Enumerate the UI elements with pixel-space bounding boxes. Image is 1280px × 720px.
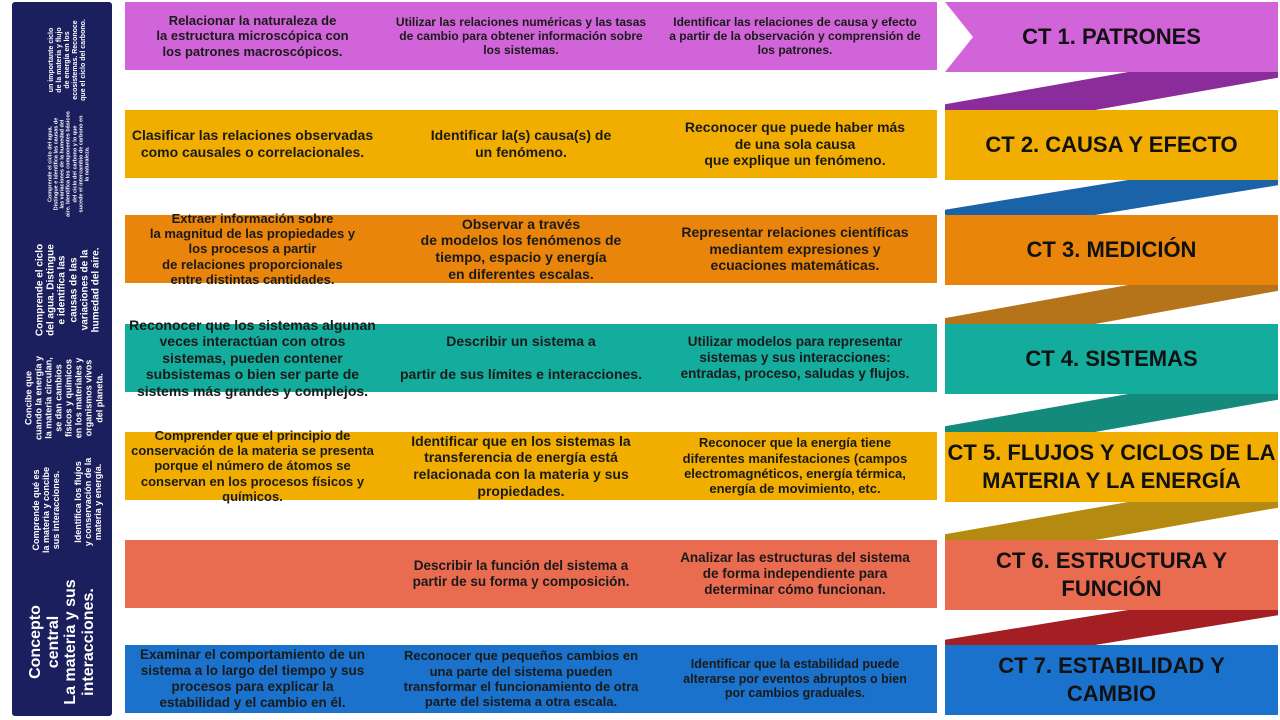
ribbon-connector-fill bbox=[945, 285, 1278, 324]
sidebar-text-1: un importante ciclo de la materia y flujo de energía en los ecosistemas. Reconoce que el ciclo del carbono. bbox=[47, 19, 88, 101]
row-cell-2: Utilizar las relaciones numéricas y las tasas de cambio para obtener información sobre los sistemas. bbox=[395, 14, 647, 58]
row-cell-2: Identificar que en los sistemas la transferencia de energía está relacionada con la materia y sus propiedades. bbox=[411, 432, 631, 499]
row-cell-3: Reconocer que puede haber más de una sola causa que explique un fenómeno. bbox=[684, 119, 906, 169]
row-cell-3: Identificar que la estabilidad puede alterarse por eventos abruptos o bien por cambios graduales. bbox=[683, 656, 907, 701]
ribbon-connector-fill bbox=[945, 610, 1278, 645]
row-cell-1: Examinar el comportamiento de un sistema a lo largo del tiempo y sus procesos para explicar la estabilidad y el cambio en él. bbox=[139, 647, 366, 710]
ct-tab-label: CT 2. CAUSA Y EFECTO bbox=[985, 131, 1238, 157]
row-band bbox=[125, 427, 937, 504]
ct-tab-label: CT 1. PATRONES bbox=[1022, 23, 1201, 49]
row-cell-3: Analizar las estructuras del sistema de forma independiente para determinar cómo funcionan. bbox=[680, 550, 910, 597]
row-cell-1: Relacionar la naturaleza de la estructura microscópica con los patrones macroscópicos. bbox=[156, 13, 349, 59]
row-cell-2: Describir un sistema a partir de sus límites e interacciones. bbox=[400, 333, 642, 383]
sidebar-text-2: Comprende el ciclo del agua. Distingue e identifica las causas de las variaciones de la humedad del aire. Identifica los componentes básicos del ciclo del carbono y lo que sucede el intercambio de carbono en la naturaleza. bbox=[47, 111, 91, 217]
ct-tab-label: CT 5. FLUJOS Y CICLOS DE LA MATERIA Y LA ENERGÍA bbox=[947, 439, 1276, 493]
ct-tab-label: CT 4. SISTEMAS bbox=[1025, 345, 1198, 371]
ct-tab-label: CT 6. ESTRUCTURA Y FUNCIÓN bbox=[995, 547, 1228, 601]
row-cell-3: Identificar las relaciones de causa y efecto a partir de la observación y comprensión de los patrones. bbox=[669, 14, 921, 58]
row-cell-2: Identificar la(s) causa(s) de un fenómeno. bbox=[430, 127, 612, 160]
row-cell-3: Reconocer que la energía tiene diferentes manifestaciones (campos electromagnéticos, energía térmica, energía de movimiento, etc. bbox=[682, 435, 908, 497]
ribbon-connector bbox=[945, 285, 1278, 324]
row-cell-3: Utilizar modelos para representar sistemas y sus interacciones: entradas, proceso, saludas y flujos. bbox=[680, 334, 910, 381]
row-band bbox=[125, 2, 937, 70]
ribbon-connector-fill bbox=[945, 394, 1278, 432]
sidebar-text-6: Identifica los flujos y conservación de la materia y energía. bbox=[72, 457, 104, 547]
row-cell-1: Extraer información sobre la magnitud de las propiedades y los procesos a partir de relaciones proporcionales entre distintas cantidades. bbox=[149, 210, 356, 287]
ct-tab-label: CT 7. ESTABILIDAD Y CAMBIO bbox=[998, 652, 1225, 706]
ribbon-connector bbox=[945, 394, 1278, 432]
ribbon-connector-fill bbox=[945, 502, 1278, 540]
ct-tab-label: CT 3. MEDICIÓN bbox=[1026, 236, 1197, 262]
ribbon-connector bbox=[945, 180, 1278, 215]
ribbon-connector-fill bbox=[945, 180, 1278, 215]
row-band bbox=[125, 645, 937, 713]
ribbon-connector-fill bbox=[945, 72, 1278, 110]
row-band bbox=[125, 540, 937, 608]
ribbon-connector bbox=[945, 502, 1278, 540]
sidebar-text-3: Comprende el ciclo del agua. Distingue e identifica las causas de las variaciones de la humedad del aire. bbox=[34, 243, 102, 337]
row-cell-3: Representar relaciones científicas mediantem expresiones y ecuaciones matemáticas. bbox=[681, 224, 909, 274]
ribbon-connector bbox=[945, 72, 1278, 110]
sidebar-text-4: Concibe que cuando la energía y la materia circulan, se dan cambios físicos y químicos en los materiales y organismos vivos del planeta. bbox=[23, 355, 105, 441]
row-cell-2: Reconocer que pequeños cambios en una parte del sistema pueden transformar el funcionamiento de otra parte del sistema a otra escala. bbox=[403, 648, 639, 710]
ribbon-connector bbox=[945, 610, 1278, 645]
row-cell-1: Comprender que el principio de conservación de la materia se presenta porque el número de átomos se conservan en los procesos físicos y químicos. bbox=[131, 427, 374, 504]
sidebar-text-5: Comprende qué es la materia y concibe sus interacciones. bbox=[30, 466, 62, 554]
row-cell-2: Describir la función del sistema a partir de su forma y composición. bbox=[412, 558, 630, 589]
row-cell-1 bbox=[125, 540, 380, 608]
row-cell-1: Clasificar las relaciones observadas como causales o correlacionales. bbox=[131, 127, 374, 160]
row-band bbox=[125, 110, 937, 178]
central-concept-sidebar bbox=[12, 2, 112, 716]
row-cell-1: Reconocer que los sistemas algunan veces interactúan con otros sistemas, pueden contener subsistemas o bien ser parte de sistems más grandes y complejos. bbox=[129, 316, 376, 399]
row-band bbox=[125, 210, 937, 287]
row-band bbox=[125, 316, 937, 399]
sidebar-title: Concepto central La materia y sus interacciones. bbox=[26, 579, 97, 705]
row-cell-2: Observar a través de modelos los fenómenos de tiempo, espacio y energía en diferentes escalas. bbox=[420, 215, 622, 282]
